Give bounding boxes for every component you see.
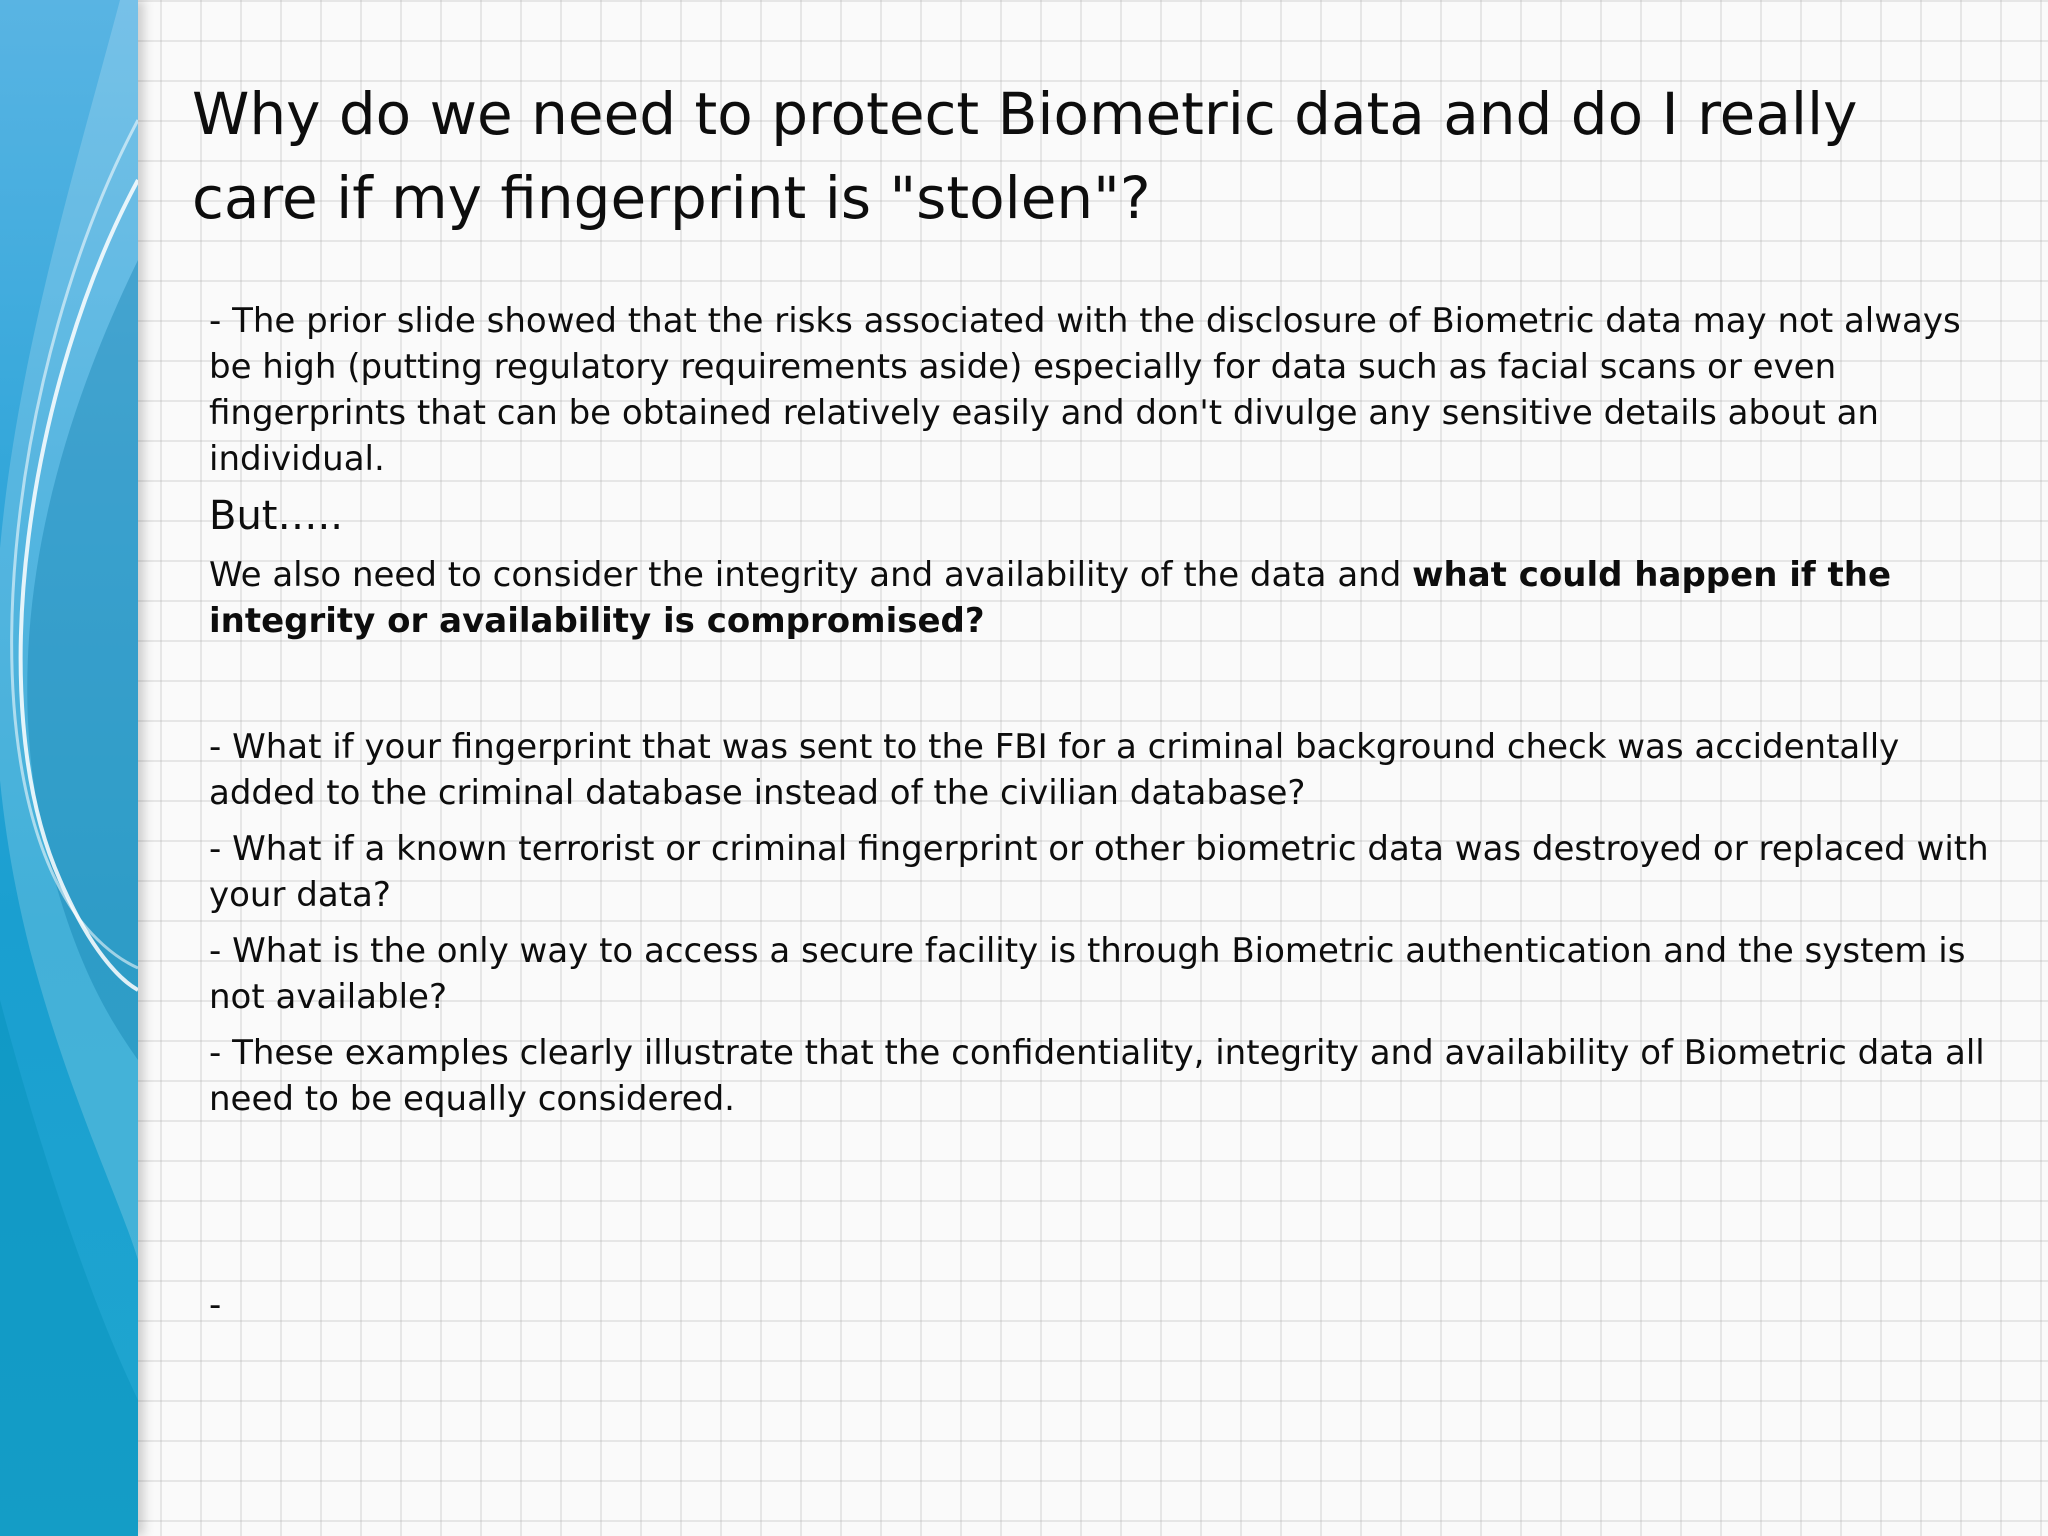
question-facility-paragraph: - What is the only way to access a secure facility is through Biometric authentication and the system is not available? [209, 931, 1966, 1017]
question-terrorist-paragraph: - What if a known terrorist or criminal fingerprint or other biometric data was destroyed or replaced with your data? [209, 829, 1989, 915]
trailing-dash: - [209, 1285, 222, 1325]
but-paragraph: But….. [209, 493, 343, 539]
conclusion-paragraph: - These examples clearly illustrate that the confidentiality, integrity and availability of Biometric data all need to be equally considered. [209, 1033, 1985, 1119]
consider-bold-text: what could happen if the integrity or availability is compromised? [209, 555, 1892, 641]
consider-plain-text: We also need to consider the integrity and availability of the data and [209, 555, 1413, 595]
wave-decoration [0, 0, 138, 1536]
decorative-side-band [0, 0, 138, 1536]
intro-paragraph: - The prior slide showed that the risks associated with the disclosure of Biometric data may not always be high (putting regulatory requirements aside) especially for data such as facial scans or even fingerprints that can be obtained relatively easily and don't divulge any sensitive details about an individual. [209, 301, 1961, 479]
slide-body [209, 298, 1989, 1328]
question-fbi-paragraph: - What if your fingerprint that was sent to the FBI for a criminal background check was accidentally added to the criminal database instead of the civilian database? [209, 727, 1900, 813]
consider-paragraph [209, 552, 1989, 644]
slide-title: Why do we need to protect Biometric data and do I really care if my fingerprint is "stolen"? [192, 80, 1858, 232]
